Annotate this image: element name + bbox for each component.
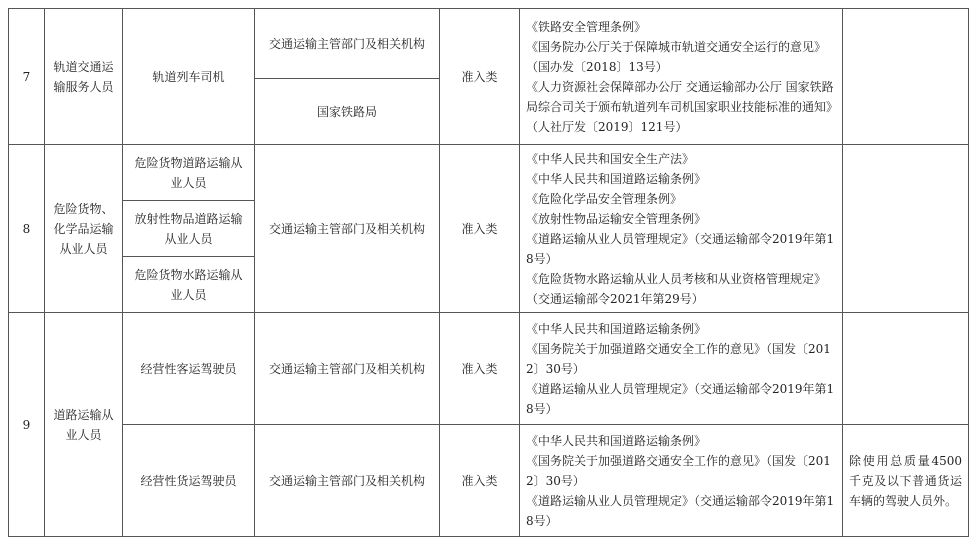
basis-item: 《危险化学品安全管理条例》 [526,191,683,206]
table-row-9b [9,425,969,537]
basis-item: 《道路运输从业人员管理规定》（交通运输部令2019年第18号） [526,231,835,266]
basis-cell [520,9,843,145]
remark-cell: 除使用总质量4500千克及以下普通货运车辆的驾驶人员外。 [843,425,969,537]
table-row-9 [9,313,969,425]
basis-item: 《国务院关于加强道路交通安全工作的意见》（国发〔2012〕30号） [526,341,831,376]
basis-item: 《国务院办公厅关于保障城市轨道交通安全运行的意见》（国办发〔2018〕13号） [526,39,827,74]
category-cell: 道路运输从业人员 [45,313,123,537]
sub-category-cell: 轨道列车司机 [123,9,255,145]
basis-item: 《中华人民共和国道路运输条例》 [526,321,707,336]
basis-item: 《国务院关于加强道路交通安全工作的意见》（国发〔2012〕30号） [526,453,831,488]
basis-item: 《人力资源社会保障部办公厅 交通运输部办公厅 国家铁路局综合司关于颁布轨道列车司机国家职业技能标准的通知》（人社厅发〔2019〕121号） [526,79,834,134]
sub-category-cell: 危险货物水路运输从业人员 [123,257,255,313]
department-cell: 国家铁路局 [255,79,440,145]
category-cell: 危险货物、化学品运输从业人员 [45,145,123,313]
table-row-8 [9,145,969,201]
row-number: 7 [9,9,45,145]
basis-item: 《危险货物水路运输从业人员考核和从业资格管理规定》（交通运输部令2021年第29号） [526,271,827,306]
department-cell: 交通运输主管部门及相关机构 [255,9,440,79]
basis-item: 《道路运输从业人员管理规定》（交通运输部令2019年第18号） [526,493,835,528]
table-row-7 [9,9,969,79]
basis-cell [520,145,843,313]
department-cell: 交通运输主管部门及相关机构 [255,313,440,425]
remark-cell [843,313,969,425]
qualification-table [8,8,969,537]
type-cell: 准入类 [440,9,520,145]
type-cell: 准入类 [440,313,520,425]
basis-item: 《放射性物品运输安全管理条例》 [526,211,707,226]
category-cell: 轨道交通运输服务人员 [45,9,123,145]
basis-item: 《中华人民共和国安全生产法》 [526,151,695,166]
department-cell: 交通运输主管部门及相关机构 [255,425,440,537]
basis-cell [520,313,843,425]
row-number: 9 [9,313,45,537]
basis-cell [520,425,843,537]
basis-item: 《道路运输从业人员管理规定》（交通运输部令2019年第18号） [526,381,835,416]
remark-cell [843,145,969,313]
type-cell: 准入类 [440,145,520,313]
department-cell: 交通运输主管部门及相关机构 [255,145,440,313]
basis-item: 《铁路安全管理条例》 [526,19,647,34]
type-cell: 准入类 [440,425,520,537]
basis-item: 《中华人民共和国道路运输条例》 [526,171,707,186]
sub-category-cell: 经营性客运驾驶员 [123,313,255,425]
row-number: 8 [9,145,45,313]
sub-category-cell: 危险货物道路运输从业人员 [123,145,255,201]
remark-cell [843,9,969,145]
basis-item: 《中华人民共和国道路运输条例》 [526,433,707,448]
sub-category-cell: 放射性物品道路运输从业人员 [123,201,255,257]
sub-category-cell: 经营性货运驾驶员 [123,425,255,537]
